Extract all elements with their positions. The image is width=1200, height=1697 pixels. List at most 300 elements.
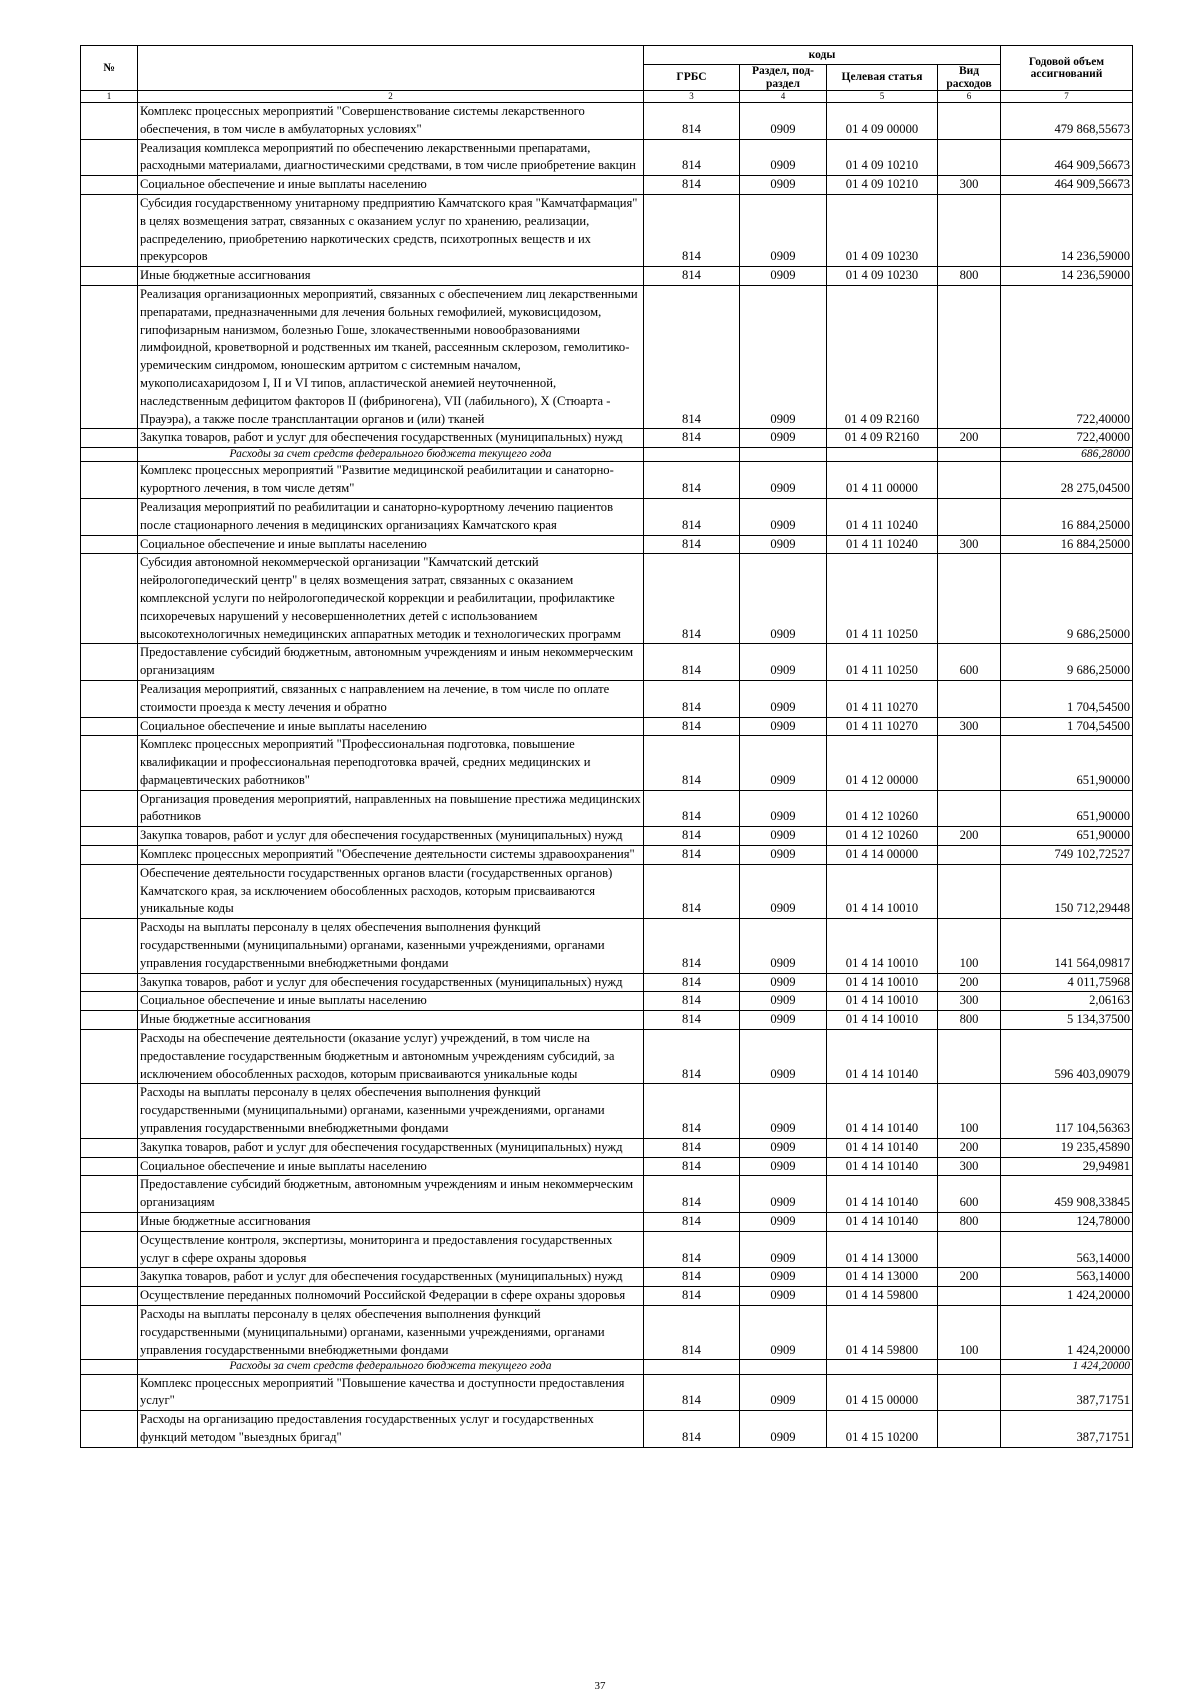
razdel-cell: 0909 bbox=[740, 267, 827, 286]
target-cell: 01 4 09 10230 bbox=[827, 267, 938, 286]
vid-cell: 100 bbox=[938, 919, 1001, 973]
name-cell: Закупка товаров, работ и услуг для обеспечения государственных (муниципальных) нужд bbox=[138, 1268, 644, 1287]
num-cell bbox=[81, 535, 138, 554]
vid-cell: 600 bbox=[938, 644, 1001, 681]
vid-cell: 600 bbox=[938, 1176, 1001, 1213]
vid-cell bbox=[938, 790, 1001, 827]
num-cell bbox=[81, 1374, 138, 1411]
table-row bbox=[81, 1176, 1133, 1213]
table-row bbox=[81, 919, 1133, 973]
name-cell: Социальное обеспечение и иные выплаты населению bbox=[138, 992, 644, 1011]
amount-cell: 124,78000 bbox=[1001, 1213, 1133, 1232]
razdel-cell: 0909 bbox=[740, 1213, 827, 1232]
razdel-cell: 0909 bbox=[740, 139, 827, 176]
target-cell: 01 4 14 10010 bbox=[827, 973, 938, 992]
name-cell: Закупка товаров, работ и услуг для обеспечения государственных (муниципальных) нужд bbox=[138, 429, 644, 448]
col-num-6: 6 bbox=[938, 91, 1001, 103]
razdel-cell: 0909 bbox=[740, 554, 827, 644]
razdel-cell: 0909 bbox=[740, 1084, 827, 1138]
target-cell: 01 4 09 R2160 bbox=[827, 429, 938, 448]
name-cell: Субсидия автономной некоммерческой организации "Камчатский детский нейрологопедический центр" в целях возмещения затрат, связанных с оказанием комплексной услуги по нейрологопедической коррекции и реабилитации, профилактике психоречевых нарушений у несовершеннолетних детей с использованием высокотехнологичных немедицинских аппаратных методик и технологических программ bbox=[138, 554, 644, 644]
name-cell: Организация проведения мероприятий, направленных на повышение престижа медицинских работников bbox=[138, 790, 644, 827]
razdel-cell: 0909 bbox=[740, 644, 827, 681]
vid-cell bbox=[938, 846, 1001, 865]
razdel-cell: 0909 bbox=[740, 1030, 827, 1084]
name-cell: Социальное обеспечение и иные выплаты населению bbox=[138, 176, 644, 195]
num-cell bbox=[81, 194, 138, 266]
razdel-cell: 0909 bbox=[740, 1138, 827, 1157]
razdel-cell: 0909 bbox=[740, 498, 827, 535]
num-cell bbox=[81, 139, 138, 176]
target-cell: 01 4 14 10010 bbox=[827, 992, 938, 1011]
table-row bbox=[81, 1030, 1133, 1084]
razdel-cell: 0909 bbox=[740, 1306, 827, 1360]
name-cell: Осуществление контроля, экспертизы, мониторинга и предоставления государственных услуг в сфере охраны здоровья bbox=[138, 1231, 644, 1268]
razdel-cell: 0909 bbox=[740, 1411, 827, 1448]
vid-cell bbox=[938, 1360, 1001, 1374]
vid-cell bbox=[938, 462, 1001, 499]
name-cell: Социальное обеспечение и иные выплаты населению bbox=[138, 535, 644, 554]
razdel-cell: 0909 bbox=[740, 717, 827, 736]
target-cell: 01 4 14 59800 bbox=[827, 1287, 938, 1306]
header-target: Целевая статья bbox=[827, 65, 938, 91]
target-cell: 01 4 11 10250 bbox=[827, 644, 938, 681]
table-row bbox=[81, 429, 1133, 448]
amount-cell: 2,06163 bbox=[1001, 992, 1133, 1011]
vid-cell bbox=[938, 194, 1001, 266]
num-cell bbox=[81, 498, 138, 535]
num-cell bbox=[81, 644, 138, 681]
target-cell: 01 4 14 00000 bbox=[827, 846, 938, 865]
vid-cell: 200 bbox=[938, 973, 1001, 992]
col-num-3: 3 bbox=[644, 91, 740, 103]
name-cell: Расходы на выплаты персоналу в целях обеспечения выполнения функций государственными (муниципальными) органами, казенными учреждениями, органами управления государственными внебюджетными фондами bbox=[138, 919, 644, 973]
amount-cell: 387,71751 bbox=[1001, 1374, 1133, 1411]
razdel-cell: 0909 bbox=[740, 1268, 827, 1287]
col-num-7: 7 bbox=[1001, 91, 1133, 103]
grbs-cell: 814 bbox=[644, 1011, 740, 1030]
table-row bbox=[81, 864, 1133, 918]
vid-cell bbox=[938, 864, 1001, 918]
name-cell: Расходы на выплаты персоналу в целях обеспечения выполнения функций государственными (муниципальными) органами, казенными учреждениями, органами управления государственными внебюджетными фондами bbox=[138, 1306, 644, 1360]
table-row bbox=[81, 267, 1133, 286]
amount-cell: 16 884,25000 bbox=[1001, 535, 1133, 554]
name-cell: Социальное обеспечение и иные выплаты населению bbox=[138, 1157, 644, 1176]
num-cell bbox=[81, 448, 138, 462]
razdel-cell: 0909 bbox=[740, 103, 827, 140]
amount-cell: 1 424,20000 bbox=[1001, 1306, 1133, 1360]
budget-table-sheet bbox=[80, 45, 1132, 1448]
grbs-cell: 814 bbox=[644, 1268, 740, 1287]
num-cell bbox=[81, 736, 138, 790]
vid-cell bbox=[938, 139, 1001, 176]
amount-cell: 479 868,55673 bbox=[1001, 103, 1133, 140]
amount-cell: 686,28000 bbox=[1001, 448, 1133, 462]
table-row bbox=[81, 736, 1133, 790]
target-cell: 01 4 14 10140 bbox=[827, 1157, 938, 1176]
grbs-cell: 814 bbox=[644, 717, 740, 736]
vid-cell: 300 bbox=[938, 176, 1001, 195]
table-body bbox=[81, 103, 1133, 1448]
razdel-cell: 0909 bbox=[740, 790, 827, 827]
target-cell: 01 4 11 10270 bbox=[827, 717, 938, 736]
target-cell: 01 4 12 10260 bbox=[827, 790, 938, 827]
razdel-cell: 0909 bbox=[740, 176, 827, 195]
vid-cell bbox=[938, 554, 1001, 644]
target-cell: 01 4 11 10240 bbox=[827, 498, 938, 535]
amount-cell: 1 424,20000 bbox=[1001, 1360, 1133, 1374]
grbs-cell: 814 bbox=[644, 1287, 740, 1306]
table-row bbox=[81, 1213, 1133, 1232]
razdel-cell: 0909 bbox=[740, 680, 827, 717]
name-cell: Расходы на организацию предоставления государственных услуг и государственных функций методом "выездных бригад" bbox=[138, 1411, 644, 1448]
grbs-cell: 814 bbox=[644, 139, 740, 176]
vid-cell: 800 bbox=[938, 1011, 1001, 1030]
table-row bbox=[81, 1374, 1133, 1411]
table-row bbox=[81, 1268, 1133, 1287]
name-cell: Предоставление субсидий бюджетным, автономным учреждениям и иным некоммерческим организациям bbox=[138, 1176, 644, 1213]
amount-cell: 651,90000 bbox=[1001, 790, 1133, 827]
num-cell bbox=[81, 846, 138, 865]
table-row bbox=[81, 1306, 1133, 1360]
grbs-cell: 814 bbox=[644, 827, 740, 846]
header-annual: Годовой объем ассигнований bbox=[1001, 46, 1133, 91]
column-numbers-row bbox=[81, 91, 1133, 103]
amount-cell: 150 712,29448 bbox=[1001, 864, 1133, 918]
vid-cell bbox=[938, 680, 1001, 717]
amount-cell: 28 275,04500 bbox=[1001, 462, 1133, 499]
table-row bbox=[81, 1287, 1133, 1306]
header-row-1 bbox=[81, 46, 1133, 65]
vid-cell: 200 bbox=[938, 827, 1001, 846]
target-cell: 01 4 11 10250 bbox=[827, 554, 938, 644]
amount-cell: 4 011,75968 bbox=[1001, 973, 1133, 992]
amount-cell: 596 403,09079 bbox=[1001, 1030, 1133, 1084]
grbs-cell: 814 bbox=[644, 285, 740, 428]
target-cell: 01 4 15 10200 bbox=[827, 1411, 938, 1448]
vid-cell: 300 bbox=[938, 992, 1001, 1011]
amount-cell: 722,40000 bbox=[1001, 429, 1133, 448]
table-row bbox=[81, 498, 1133, 535]
vid-cell: 200 bbox=[938, 1268, 1001, 1287]
amount-cell: 14 236,59000 bbox=[1001, 194, 1133, 266]
name-cell: Расходы на выплаты персоналу в целях обеспечения выполнения функций государственными (муниципальными) органами, казенными учреждениями, органами управления государственными внебюджетными фондами bbox=[138, 1084, 644, 1138]
target-cell: 01 4 14 10140 bbox=[827, 1084, 938, 1138]
name-cell: Комплекс процессных мероприятий "Профессиональная подготовка, повышение квалификации и профессиональная переподготовка врачей, средних медицинских и фармацевтических работников" bbox=[138, 736, 644, 790]
grbs-cell: 814 bbox=[644, 535, 740, 554]
name-cell: Субсидия государственному унитарному предприятию Камчатского края "Камчатфармация" в целях возмещения затрат, связанных с оказанием услуг по хранению, реализации, распределению, приобретению наркотических средств, психотропных веществ и их прекурсоров bbox=[138, 194, 644, 266]
num-cell bbox=[81, 554, 138, 644]
amount-cell: 117 104,56363 bbox=[1001, 1084, 1133, 1138]
table-row bbox=[81, 1138, 1133, 1157]
grbs-cell: 814 bbox=[644, 176, 740, 195]
name-cell: Иные бюджетные ассигнования bbox=[138, 1213, 644, 1232]
amount-cell: 722,40000 bbox=[1001, 285, 1133, 428]
page-number: 37 bbox=[594, 1680, 606, 1692]
vid-cell: 300 bbox=[938, 535, 1001, 554]
num-cell bbox=[81, 827, 138, 846]
table-row bbox=[81, 194, 1133, 266]
target-cell: 01 4 11 10240 bbox=[827, 535, 938, 554]
table-row bbox=[81, 285, 1133, 428]
razdel-cell: 0909 bbox=[740, 1176, 827, 1213]
razdel-cell: 0909 bbox=[740, 1287, 827, 1306]
razdel-cell: 0909 bbox=[740, 462, 827, 499]
name-cell: Комплекс процессных мероприятий "Совершенствование системы лекарственного обеспечения, в том числе в амбулаторных условиях" bbox=[138, 103, 644, 140]
name-cell: Иные бюджетные ассигнования bbox=[138, 267, 644, 286]
num-cell bbox=[81, 919, 138, 973]
razdel-cell: 0909 bbox=[740, 1011, 827, 1030]
num-cell bbox=[81, 1306, 138, 1360]
name-cell: Реализация мероприятий по реабилитации и санаторно-курортному лечению пациентов после стационарного лечения в медицинских организациях Камчатского края bbox=[138, 498, 644, 535]
target-cell: 01 4 12 10260 bbox=[827, 827, 938, 846]
vid-cell: 100 bbox=[938, 1084, 1001, 1138]
razdel-cell: 0909 bbox=[740, 864, 827, 918]
grbs-cell: 814 bbox=[644, 864, 740, 918]
name-cell: Реализация комплекса мероприятий по обеспечению лекарственными препаратами, расходными материалами, диагностическими средствами, в том числе приобретение вакцин bbox=[138, 139, 644, 176]
table-row bbox=[81, 462, 1133, 499]
num-cell bbox=[81, 1030, 138, 1084]
num-cell bbox=[81, 680, 138, 717]
grbs-cell bbox=[644, 1360, 740, 1374]
num-cell bbox=[81, 717, 138, 736]
target-cell: 01 4 14 10010 bbox=[827, 864, 938, 918]
vid-cell: 200 bbox=[938, 429, 1001, 448]
amount-cell: 9 686,25000 bbox=[1001, 644, 1133, 681]
target-cell: 01 4 14 59800 bbox=[827, 1306, 938, 1360]
num-cell bbox=[81, 103, 138, 140]
razdel-cell: 0909 bbox=[740, 846, 827, 865]
table-row bbox=[81, 790, 1133, 827]
col-num-2: 2 bbox=[138, 91, 644, 103]
note-row bbox=[81, 1360, 1133, 1374]
target-cell: 01 4 15 00000 bbox=[827, 1374, 938, 1411]
name-cell: Закупка товаров, работ и услуг для обеспечения государственных (муниципальных) нужд bbox=[138, 973, 644, 992]
table-row bbox=[81, 973, 1133, 992]
amount-cell: 749 102,72527 bbox=[1001, 846, 1133, 865]
header-name bbox=[138, 46, 644, 91]
grbs-cell: 814 bbox=[644, 680, 740, 717]
num-cell bbox=[81, 864, 138, 918]
num-cell bbox=[81, 429, 138, 448]
target-cell bbox=[827, 1360, 938, 1374]
razdel-cell: 0909 bbox=[740, 736, 827, 790]
razdel-cell: 0909 bbox=[740, 992, 827, 1011]
name-cell: Осуществление переданных полномочий Российской Федерации в сфере охраны здоровья bbox=[138, 1287, 644, 1306]
amount-cell: 563,14000 bbox=[1001, 1268, 1133, 1287]
num-cell bbox=[81, 1084, 138, 1138]
header-grbs: ГРБС bbox=[644, 65, 740, 91]
grbs-cell bbox=[644, 448, 740, 462]
target-cell: 01 4 09 10230 bbox=[827, 194, 938, 266]
num-cell bbox=[81, 1213, 138, 1232]
grbs-cell: 814 bbox=[644, 919, 740, 973]
table-row bbox=[81, 139, 1133, 176]
target-cell: 01 4 11 10270 bbox=[827, 680, 938, 717]
num-cell bbox=[81, 973, 138, 992]
amount-cell: 1 704,54500 bbox=[1001, 680, 1133, 717]
grbs-cell: 814 bbox=[644, 790, 740, 827]
name-cell: Реализация организационных мероприятий, связанных с обеспечением лиц лекарственными препаратами, предназначенными для лечения больных гемофилией, муковисцидозом, гипофизарным нанизмом, болезнью Гоше, злокачественными новообразованиями лимфоидной, кроветворной и родственных им тканей, рассеянным склерозом, гемолитико-уремическим синдромом, юношеским артритом с системным началом, мукополисахаридозом I, II и VI типов, апластической анемией неуточненной, наследственным дефицитом факторов II (фибриногена), VII (лабильного), X (Стюарта - Прауэра), а также после трансплантации органов и (или) тканей bbox=[138, 285, 644, 428]
razdel-cell: 0909 bbox=[740, 429, 827, 448]
amount-cell: 5 134,37500 bbox=[1001, 1011, 1133, 1030]
table-row bbox=[81, 846, 1133, 865]
table-row bbox=[81, 535, 1133, 554]
amount-cell: 464 909,56673 bbox=[1001, 176, 1133, 195]
vid-cell bbox=[938, 103, 1001, 140]
amount-cell: 1 424,20000 bbox=[1001, 1287, 1133, 1306]
grbs-cell: 814 bbox=[644, 267, 740, 286]
num-cell bbox=[81, 1157, 138, 1176]
num-cell bbox=[81, 1287, 138, 1306]
razdel-cell: 0909 bbox=[740, 1231, 827, 1268]
num-cell bbox=[81, 1138, 138, 1157]
target-cell: 01 4 09 R2160 bbox=[827, 285, 938, 428]
razdel-cell: 0909 bbox=[740, 194, 827, 266]
num-cell bbox=[81, 992, 138, 1011]
vid-cell bbox=[938, 1374, 1001, 1411]
table-row bbox=[81, 176, 1133, 195]
target-cell: 01 4 14 10010 bbox=[827, 919, 938, 973]
vid-cell bbox=[938, 1411, 1001, 1448]
num-cell bbox=[81, 1231, 138, 1268]
target-cell bbox=[827, 448, 938, 462]
amount-cell: 141 564,09817 bbox=[1001, 919, 1133, 973]
grbs-cell: 814 bbox=[644, 1231, 740, 1268]
target-cell: 01 4 14 10140 bbox=[827, 1176, 938, 1213]
name-cell: Расходы на обеспечение деятельности (оказание услуг) учреждений, в том числе на предоставление государственным бюджетным и автономным учреждениям субсидий, за исключением обособленных расходов, которым присваиваются уникальные коды bbox=[138, 1030, 644, 1084]
razdel-cell bbox=[740, 448, 827, 462]
razdel-cell: 0909 bbox=[740, 827, 827, 846]
budget-table bbox=[80, 45, 1133, 1448]
razdel-cell: 0909 bbox=[740, 1374, 827, 1411]
grbs-cell: 814 bbox=[644, 1030, 740, 1084]
razdel-cell: 0909 bbox=[740, 919, 827, 973]
amount-cell: 464 909,56673 bbox=[1001, 139, 1133, 176]
amount-cell: 14 236,59000 bbox=[1001, 267, 1133, 286]
target-cell: 01 4 14 10010 bbox=[827, 1011, 938, 1030]
vid-cell: 800 bbox=[938, 267, 1001, 286]
name-cell: Закупка товаров, работ и услуг для обеспечения государственных (муниципальных) нужд bbox=[138, 827, 644, 846]
name-cell: Иные бюджетные ассигнования bbox=[138, 1011, 644, 1030]
num-cell bbox=[81, 1360, 138, 1374]
amount-cell: 1 704,54500 bbox=[1001, 717, 1133, 736]
header-razdel: Раздел, под-раздел bbox=[740, 65, 827, 91]
grbs-cell: 814 bbox=[644, 103, 740, 140]
target-cell: 01 4 14 13000 bbox=[827, 1268, 938, 1287]
table-row bbox=[81, 827, 1133, 846]
razdel-cell: 0909 bbox=[740, 285, 827, 428]
razdel-cell: 0909 bbox=[740, 1157, 827, 1176]
table-row bbox=[81, 554, 1133, 644]
header-num: № bbox=[81, 46, 138, 91]
target-cell: 01 4 09 10210 bbox=[827, 176, 938, 195]
vid-cell bbox=[938, 1030, 1001, 1084]
grbs-cell: 814 bbox=[644, 736, 740, 790]
table-row bbox=[81, 1011, 1133, 1030]
razdel-cell: 0909 bbox=[740, 535, 827, 554]
col-num-1: 1 bbox=[81, 91, 138, 103]
name-cell: Реализация мероприятий, связанных с направлением на лечение, в том числе по оплате стоимости проезда к месту лечения и обратно bbox=[138, 680, 644, 717]
vid-cell bbox=[938, 1231, 1001, 1268]
name-cell: Предоставление субсидий бюджетным, автономным учреждениям и иным некоммерческим организациям bbox=[138, 644, 644, 681]
num-cell bbox=[81, 176, 138, 195]
target-cell: 01 4 14 13000 bbox=[827, 1231, 938, 1268]
grbs-cell: 814 bbox=[644, 498, 740, 535]
table-row bbox=[81, 1157, 1133, 1176]
razdel-cell: 0909 bbox=[740, 973, 827, 992]
amount-cell: 563,14000 bbox=[1001, 1231, 1133, 1268]
num-cell bbox=[81, 267, 138, 286]
vid-cell bbox=[938, 285, 1001, 428]
name-cell: Закупка товаров, работ и услуг для обеспечения государственных (муниципальных) нужд bbox=[138, 1138, 644, 1157]
grbs-cell: 814 bbox=[644, 194, 740, 266]
grbs-cell: 814 bbox=[644, 1084, 740, 1138]
grbs-cell: 814 bbox=[644, 1213, 740, 1232]
target-cell: 01 4 14 10140 bbox=[827, 1213, 938, 1232]
razdel-cell bbox=[740, 1360, 827, 1374]
grbs-cell: 814 bbox=[644, 462, 740, 499]
grbs-cell: 814 bbox=[644, 429, 740, 448]
table-row bbox=[81, 717, 1133, 736]
grbs-cell: 814 bbox=[644, 992, 740, 1011]
table-row bbox=[81, 644, 1133, 681]
vid-cell bbox=[938, 736, 1001, 790]
num-cell bbox=[81, 1268, 138, 1287]
vid-cell: 200 bbox=[938, 1138, 1001, 1157]
num-cell bbox=[81, 1411, 138, 1448]
col-num-4: 4 bbox=[740, 91, 827, 103]
vid-cell: 100 bbox=[938, 1306, 1001, 1360]
target-cell: 01 4 12 00000 bbox=[827, 736, 938, 790]
vid-cell bbox=[938, 498, 1001, 535]
grbs-cell: 814 bbox=[644, 1176, 740, 1213]
num-cell bbox=[81, 285, 138, 428]
vid-cell bbox=[938, 1287, 1001, 1306]
header-codes: коды bbox=[644, 46, 1001, 65]
name-cell: Комплекс процессных мероприятий "Повышение качества и доступности предоставления услуг" bbox=[138, 1374, 644, 1411]
table-row bbox=[81, 992, 1133, 1011]
target-cell: 01 4 11 00000 bbox=[827, 462, 938, 499]
amount-cell: 9 686,25000 bbox=[1001, 554, 1133, 644]
grbs-cell: 814 bbox=[644, 973, 740, 992]
grbs-cell: 814 bbox=[644, 644, 740, 681]
grbs-cell: 814 bbox=[644, 1411, 740, 1448]
name-cell: Расходы за счет средств федерального бюджета текущего года bbox=[138, 448, 644, 462]
target-cell: 01 4 09 00000 bbox=[827, 103, 938, 140]
target-cell: 01 4 14 10140 bbox=[827, 1138, 938, 1157]
name-cell: Комплекс процессных мероприятий "Обеспечение деятельности системы здравоохранения" bbox=[138, 846, 644, 865]
vid-cell: 300 bbox=[938, 1157, 1001, 1176]
grbs-cell: 814 bbox=[644, 846, 740, 865]
grbs-cell: 814 bbox=[644, 1306, 740, 1360]
amount-cell: 651,90000 bbox=[1001, 827, 1133, 846]
amount-cell: 19 235,45890 bbox=[1001, 1138, 1133, 1157]
grbs-cell: 814 bbox=[644, 1374, 740, 1411]
vid-cell: 300 bbox=[938, 717, 1001, 736]
target-cell: 01 4 09 10210 bbox=[827, 139, 938, 176]
table-row bbox=[81, 680, 1133, 717]
amount-cell: 29,94981 bbox=[1001, 1157, 1133, 1176]
name-cell: Социальное обеспечение и иные выплаты населению bbox=[138, 717, 644, 736]
col-num-5: 5 bbox=[827, 91, 938, 103]
grbs-cell: 814 bbox=[644, 1138, 740, 1157]
amount-cell: 16 884,25000 bbox=[1001, 498, 1133, 535]
header-vid: Вид расходов bbox=[938, 65, 1001, 91]
name-cell: Расходы за счет средств федерального бюджета текущего года bbox=[138, 1360, 644, 1374]
table-row bbox=[81, 103, 1133, 140]
table-row bbox=[81, 1231, 1133, 1268]
